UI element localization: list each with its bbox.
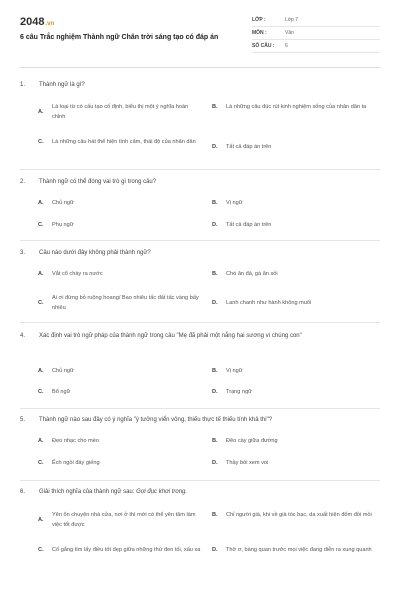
option-text: Cố gắng tìm lấy điều tốt đẹp giữa những thứ đen tối, xấu xa: [52, 547, 201, 553]
option-letter: B.: [212, 438, 218, 444]
option-6c[interactable]: [38, 545, 202, 555]
option-text: Thờ ơ, bàng quan trước mọi việc đang diễn ra xung quanh: [226, 547, 372, 553]
logo-main-text: 2048: [20, 16, 45, 28]
option-text: Yên ổn chuyện nhà cửa, nơi ở thì mới có thể yên tâm làm việc tốt được: [52, 512, 196, 528]
option-text: Chỉ người già, khi về già tóc bạc, da xuất hiện đốm đồi mồi: [226, 512, 372, 518]
option-letter: C.: [38, 547, 44, 553]
meta-table: [252, 14, 380, 53]
question-number: 6.: [20, 489, 26, 495]
option-text: Chó ăn đá, gà ăn sỏi: [226, 271, 278, 277]
option-3d[interactable]: [212, 298, 376, 308]
option-3b[interactable]: [212, 269, 376, 279]
question-number: 1.: [20, 82, 26, 88]
option-letter: D.: [212, 222, 218, 228]
option-6d[interactable]: [212, 545, 376, 555]
option-5d[interactable]: [212, 458, 376, 468]
question-text: Thành ngữ có thể đóng vai trò gì trong câu?: [39, 179, 157, 185]
meta-row-subject: [252, 27, 380, 40]
option-text: Đẽo cày giữa đường: [226, 438, 278, 444]
option-letter: C.: [38, 222, 44, 228]
meta-label: SỐ CÂU :: [252, 43, 275, 49]
option-text: Đeo nhạc cho mèo: [52, 438, 99, 444]
question-text: Câu nào dưới đây không phải thành ngữ?: [39, 250, 151, 256]
option-4a[interactable]: [38, 366, 202, 376]
option-text: Bổ ngữ: [52, 389, 71, 395]
question-divider: [20, 408, 380, 409]
option-letter: A.: [38, 109, 44, 115]
meta-value: Văn: [285, 30, 294, 36]
option-letter: B.: [212, 271, 218, 277]
meta-label: MÔN :: [252, 30, 267, 36]
question-divider: [20, 322, 380, 323]
option-letter: D.: [212, 300, 218, 306]
option-text: Tất cả đáp án trên: [226, 144, 272, 150]
question-text: Thành ngữ là gì?: [39, 82, 85, 88]
document-title: 6 câu Trắc nghiệm Thành ngữ Chân trời sáng tạo có đáp án: [20, 34, 219, 41]
option-text: Vị ngữ: [226, 200, 243, 206]
meta-value: Lớp 7: [285, 17, 299, 23]
option-3c[interactable]: [38, 293, 202, 313]
question-divider: [20, 169, 380, 170]
option-letter: A.: [38, 517, 44, 523]
option-letter: D.: [212, 389, 218, 395]
option-text: Chủ ngữ: [52, 200, 74, 206]
option-letter: A.: [38, 368, 44, 374]
option-5b[interactable]: [212, 436, 376, 446]
option-5c[interactable]: [38, 458, 202, 468]
option-3a[interactable]: [38, 269, 202, 279]
option-letter: D.: [212, 547, 218, 553]
option-6a[interactable]: [38, 510, 202, 530]
option-1d[interactable]: [212, 142, 376, 152]
option-letter: C.: [38, 460, 44, 466]
option-letter: B.: [212, 512, 218, 518]
header-divider: [20, 67, 380, 68]
option-text: Lanh chanh như hành không muối: [226, 300, 312, 306]
option-letter: A.: [38, 200, 44, 206]
option-letter: B.: [212, 104, 218, 110]
option-letter: C.: [38, 300, 44, 306]
option-2c[interactable]: [38, 220, 202, 230]
option-text: Vắt cổ chày ra nước: [52, 271, 103, 277]
option-text: Phụ ngữ: [52, 222, 74, 228]
question-number: 3.: [20, 250, 26, 256]
option-4b[interactable]: [212, 366, 376, 376]
question-stem-4: [20, 331, 380, 341]
option-text: Ếch ngồi đáy giếng: [52, 460, 100, 466]
option-letter: B.: [212, 368, 218, 374]
option-2a[interactable]: [38, 198, 202, 208]
option-1b[interactable]: [212, 102, 376, 112]
question-number: 5.: [20, 417, 26, 423]
meta-label: LỚP :: [252, 17, 266, 23]
option-letter: B.: [212, 200, 218, 206]
option-text: Là những câu đúc rút kinh nghiệm sống của nhân dân ta: [226, 104, 367, 110]
option-text: Là loại từ có cấu tạo cố định, biểu thị một ý nghĩa hoàn chỉnh: [52, 104, 189, 120]
option-text: Chủ ngữ: [52, 368, 74, 374]
question-idiom: Gợi đục khơi trong.: [136, 489, 188, 495]
meta-row-count: [252, 40, 380, 53]
meta-row-class: [252, 14, 380, 27]
question-divider: [20, 480, 380, 481]
option-6b[interactable]: [212, 510, 376, 520]
question-stem-1: [20, 80, 380, 90]
option-letter: D.: [212, 460, 218, 466]
question-text: Thành ngữ nào sau đây có ý nghĩa "ý tưởng viển vông, thiếu thực tế thiếu tính khả thi"?: [39, 417, 273, 423]
question-stem-5: [20, 415, 380, 425]
option-letter: A.: [38, 438, 44, 444]
question-stem-3: [20, 248, 380, 258]
question-text: Xác định vai trò ngữ pháp của thành ngữ trong câu "Mẹ đã phải một nắng hai sương vì chúng con": [39, 333, 302, 339]
option-letter: A.: [38, 271, 44, 277]
question-number: 4.: [20, 333, 26, 339]
option-text: Là những câu hát thể hiện tình cảm, thái độ của nhân dân: [52, 139, 196, 145]
option-5a[interactable]: [38, 436, 202, 446]
option-text: Trạng ngữ: [226, 389, 252, 395]
option-text: Vị ngữ: [226, 368, 243, 374]
site-logo[interactable]: [20, 16, 54, 28]
option-text: Ai ơi đừng bỏ ruộng hoang/ Bao nhiêu tấc đất tấc vàng bấy nhiêu: [52, 295, 199, 311]
question-text: Giải thích nghĩa của thành ngữ sau:: [39, 489, 137, 495]
question-divider: [20, 240, 380, 241]
option-2d[interactable]: [212, 220, 376, 230]
meta-value: 6: [285, 43, 288, 49]
option-text: Thầy bói xem voi: [226, 460, 269, 466]
option-1a[interactable]: [38, 102, 202, 122]
logo-domain-text: .vn: [45, 21, 55, 27]
option-4c[interactable]: [38, 387, 202, 397]
question-number: 2.: [20, 179, 26, 185]
option-1c[interactable]: [38, 137, 202, 147]
question-stem-2: [20, 177, 380, 187]
option-4d[interactable]: [212, 387, 376, 397]
option-letter: C.: [38, 389, 44, 395]
option-letter: C.: [38, 139, 44, 145]
option-text: Tất cả đáp án trên: [226, 222, 272, 228]
option-2b[interactable]: [212, 198, 376, 208]
option-letter: D.: [212, 144, 218, 150]
question-stem-6: [20, 487, 380, 497]
